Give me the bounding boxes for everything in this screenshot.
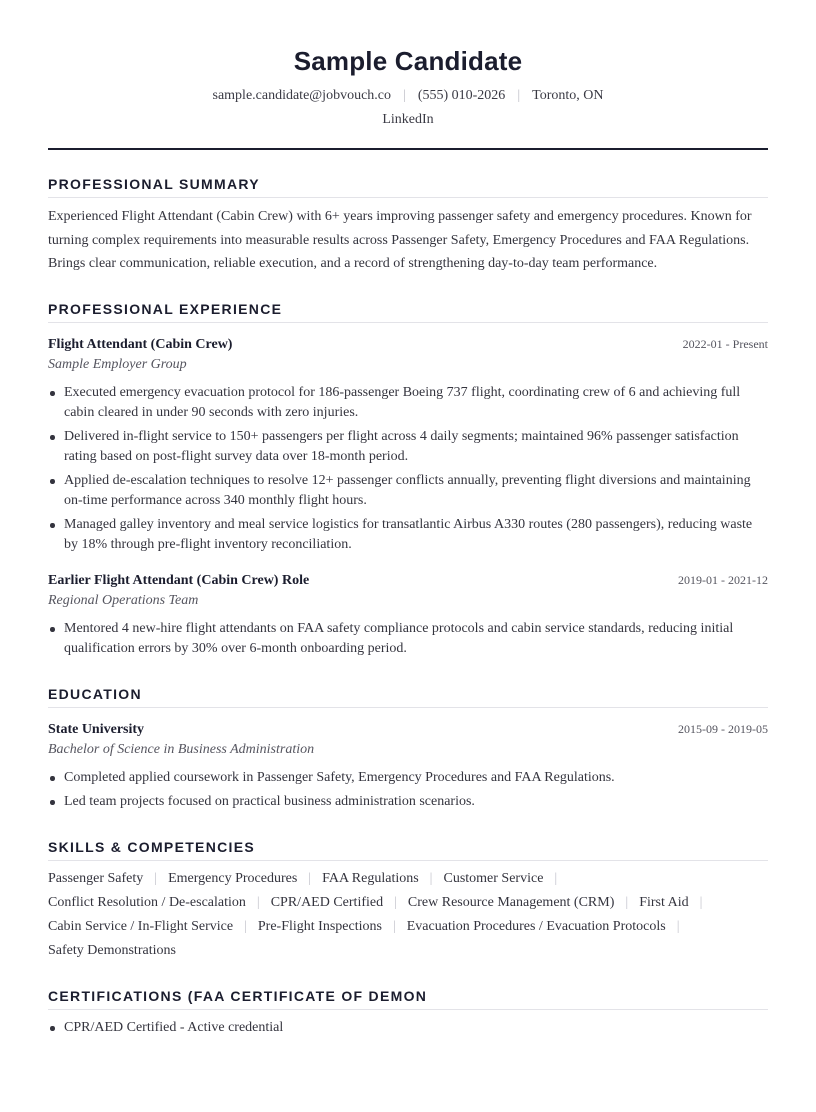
bullet-item: Mentored 4 new-hire flight attendants on FAA safety compliance protocols and cabin service standards, reducing initial qualification errors by 30% over 6-month onboarding period.	[48, 619, 768, 659]
skill-separator: |	[676, 919, 680, 934]
header-divider	[48, 148, 768, 150]
skill-separator: |	[699, 895, 703, 910]
school-name: State University	[48, 722, 145, 737]
bullet-item: Led team projects focused on practical business administration scenarios.	[48, 792, 768, 812]
section-title-summary: PROFESSIONAL SUMMARY	[48, 176, 260, 192]
skill-separator: |	[392, 919, 396, 934]
email[interactable]: sample.candidate@jobvouch.co	[212, 88, 391, 103]
section-divider	[48, 197, 768, 198]
section-title-education: EDUCATION	[48, 686, 142, 702]
phone[interactable]: (555) 010-2026	[417, 88, 506, 103]
job-title: Earlier Flight Attendant (Cabin Crew) Role	[48, 573, 310, 588]
contact-separator: |	[403, 88, 406, 103]
location: Toronto, ON	[532, 88, 604, 103]
contact-line	[0, 88, 816, 104]
skill-separator: |	[154, 871, 158, 886]
skill-item: Conflict Resolution / De-escalation	[48, 895, 246, 910]
skills-line	[48, 943, 768, 959]
job-dates: 2022-01 - Present	[682, 337, 768, 351]
job-organization: Sample Employer Group	[48, 357, 187, 372]
skill-separator: |	[308, 871, 312, 886]
skill-item: Evacuation Procedures / Evacuation Protocols	[406, 919, 666, 934]
skill-separator: |	[554, 871, 558, 886]
job-dates: 2019-01 - 2021-12	[678, 573, 768, 587]
skills-line	[48, 871, 768, 887]
bullet-item: Managed galley inventory and meal service logistics for transatlantic Airbus A330 routes (280 passengers), reducing waste by 18% through pre-flight inventory reconciliation.	[48, 515, 768, 555]
linkedin-link[interactable]: LinkedIn	[382, 112, 434, 127]
skill-separator: |	[429, 871, 433, 886]
skills-line	[48, 919, 768, 935]
skill-item: Crew Resource Management (CRM)	[407, 895, 615, 910]
bullet-item: CPR/AED Certified - Active credential	[48, 1018, 768, 1038]
section-divider	[48, 707, 768, 708]
candidate-name: Sample Candidate	[293, 46, 523, 76]
skill-item: Customer Service	[443, 871, 544, 886]
section-title-certifications: CERTIFICATIONS (FAA CERTIFICATE OF DEMON	[48, 988, 428, 1004]
job-bullets	[48, 383, 768, 559]
skill-separator: |	[244, 919, 247, 934]
section-title-experience: PROFESSIONAL EXPERIENCE	[48, 301, 283, 317]
certification-bullets	[48, 1018, 768, 1042]
skill-item: CPR/AED Certified	[270, 895, 384, 910]
skill-item: Emergency Procedures	[168, 871, 298, 886]
job-title: Flight Attendant (Cabin Crew)	[48, 337, 233, 352]
skill-item: FAA Regulations	[322, 871, 419, 886]
skill-separator: |	[394, 895, 397, 910]
skill-item: First Aid	[639, 895, 689, 910]
bullet-item: Executed emergency evacuation protocol for 186-passenger Boeing 737 flight, coordinating crew of 6 and achieving full cabin cleared in under 90 seconds with zero injuries.	[48, 383, 768, 423]
contact-separator: |	[517, 88, 521, 103]
skill-separator: |	[256, 895, 260, 910]
section-title-skills: SKILLS & COMPETENCIES	[48, 839, 255, 855]
skills-line	[48, 895, 768, 911]
section-divider	[48, 1009, 768, 1010]
section-divider	[48, 322, 768, 323]
summary-text: Experienced Flight Attendant (Cabin Crew) with 6+ years improving passenger safety and emergency procedures. Known for turning complex requirements into measurable results across Passenger Safety, Emergency Procedures and FAA Regulations. Brings clear communication, reliable execution, and a record of strengthening day-to-day team performance.	[48, 209, 752, 271]
skill-item: Cabin Service / In-Flight Service	[48, 919, 234, 934]
skill-item: Safety Demonstrations	[48, 943, 176, 958]
education-dates: 2015-09 - 2019-05	[678, 722, 768, 736]
skill-item: Passenger Safety	[48, 871, 144, 886]
job-bullets	[48, 619, 768, 663]
job-organization: Regional Operations Team	[48, 593, 199, 608]
skill-item: Pre-Flight Inspections	[257, 919, 382, 934]
skill-separator: |	[625, 895, 629, 910]
degree: Bachelor of Science in Business Administration	[48, 742, 315, 757]
education-bullets	[48, 768, 768, 816]
section-divider	[48, 860, 768, 861]
bullet-item: Completed applied coursework in Passenger Safety, Emergency Procedures and FAA Regulations.	[48, 768, 768, 788]
bullet-item: Applied de-escalation techniques to resolve 12+ passenger conflicts annually, preventing flight diversions and maintaining on-time performance across 340 monthly flight hours.	[48, 471, 768, 511]
bullet-item: Delivered in-flight service to 150+ passengers per flight across 4 daily segments; maintained 96% passenger satisfaction rating based on post-flight survey data over 18-month period.	[48, 427, 768, 467]
